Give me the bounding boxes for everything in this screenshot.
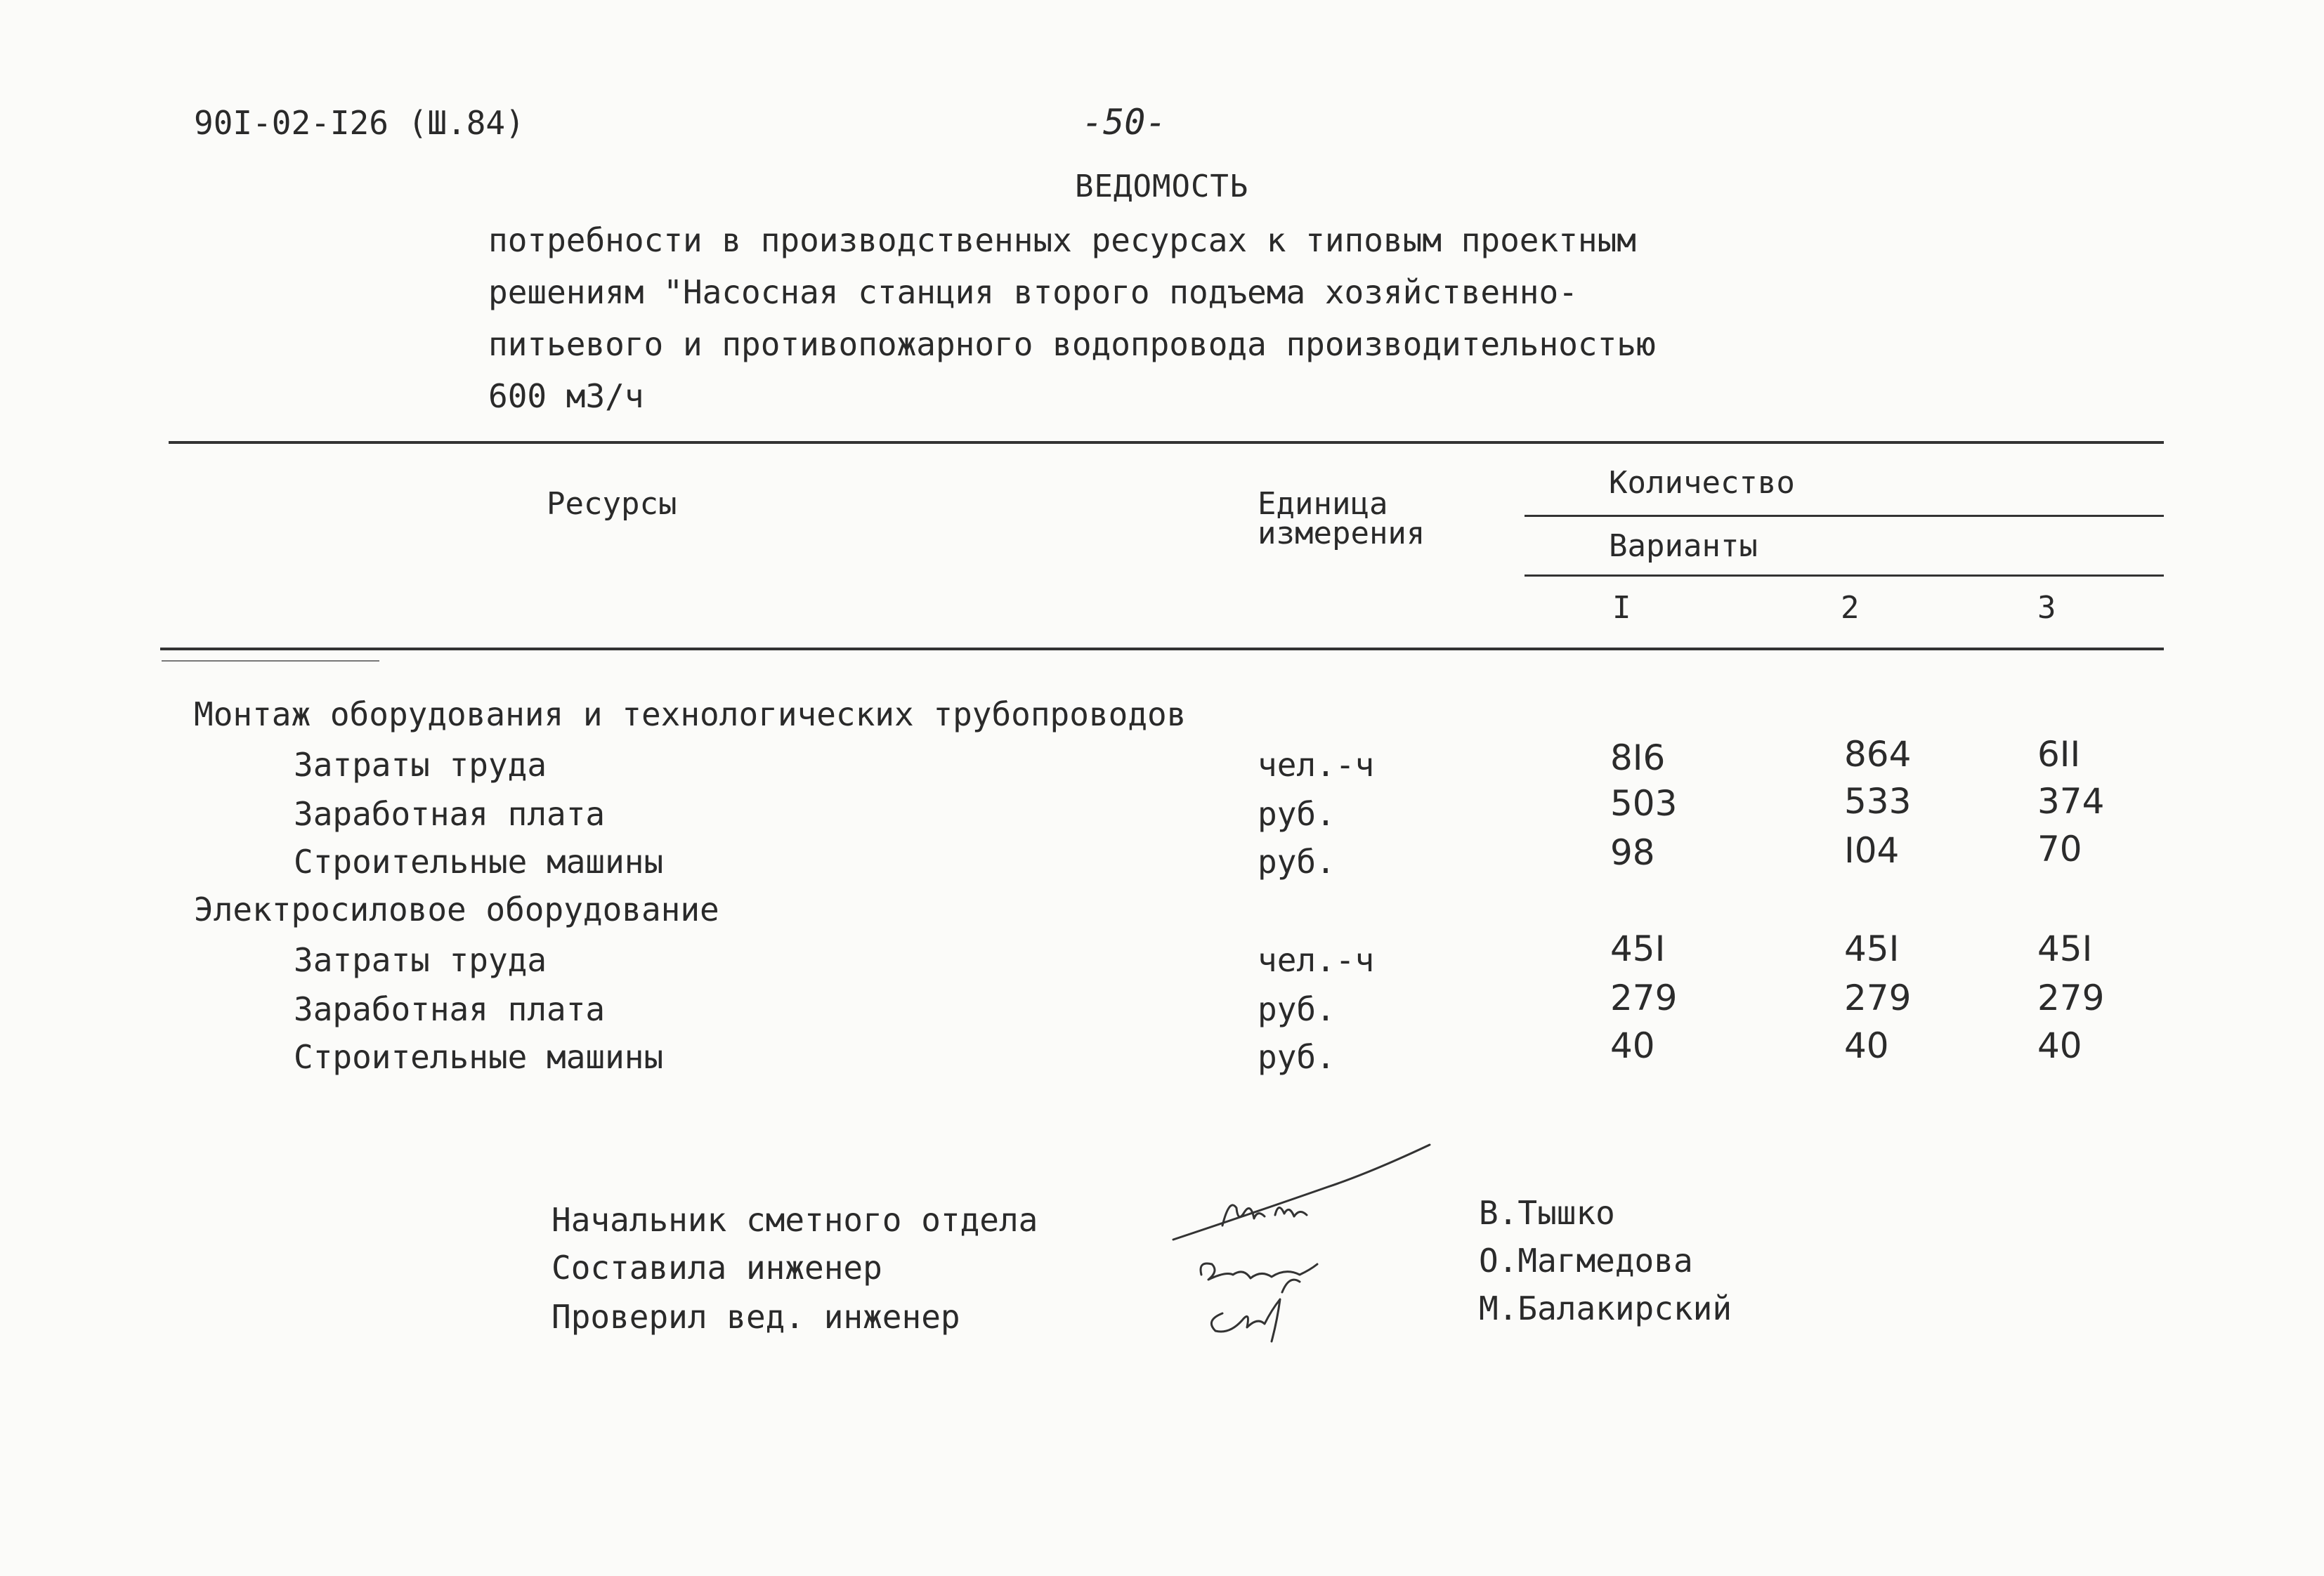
signature-name: О.Магмедова — [1479, 1242, 1693, 1280]
subtitle-line: 600 м3/ч — [488, 377, 644, 415]
row-value-v3: 279 — [2037, 978, 2105, 1018]
header-variant-3: 3 — [2037, 590, 2056, 626]
document-subtitle — [488, 214, 1656, 422]
row-name: Заработная плата — [294, 795, 606, 833]
row-value-v2: 279 — [1844, 978, 1912, 1018]
page-number: -50- — [1082, 102, 1167, 143]
table-header-bottom-rule — [160, 648, 2164, 650]
row-value-v3: 45I — [2037, 928, 2093, 969]
header-variant-1: I — [1612, 590, 1631, 626]
signature-role: Составила инженер — [551, 1249, 882, 1287]
row-value-v2: 864 — [1844, 734, 1912, 775]
subtitle-line: питьевого и противопожарного водопровода производительностью — [488, 325, 1656, 363]
section-title: Электросиловое оборудование — [194, 891, 719, 928]
row-value-v3: 6II — [2037, 734, 2081, 775]
subtitle-line: потребности в производственных ресурсах к типовым проектным — [488, 221, 1636, 259]
row-value-v1: 503 — [1610, 783, 1678, 824]
quantity-rule — [1525, 515, 2164, 517]
row-unit: руб. — [1258, 795, 1336, 833]
row-unit: руб. — [1258, 990, 1336, 1028]
row-name: Затраты труда — [294, 941, 547, 979]
row-name: Заработная плата — [294, 990, 606, 1028]
row-value-v1: 40 — [1610, 1025, 1655, 1066]
short-dashed-rule — [162, 660, 379, 662]
row-value-v1: 279 — [1610, 978, 1678, 1018]
row-value-v3: 40 — [2037, 1025, 2082, 1066]
variants-rule — [1525, 574, 2164, 577]
subtitle-line: решениям "Насосная станция второго подъема хозяйственно- — [488, 273, 1578, 311]
row-value-v1: 98 — [1610, 832, 1655, 873]
section-title: Монтаж оборудования и технологических трубопроводов — [194, 695, 1187, 733]
table-top-rule — [169, 441, 2164, 444]
row-value-v2: 45I — [1844, 928, 1900, 969]
header-quantity: Количество — [1609, 465, 1795, 501]
header-variant-2: 2 — [1841, 590, 1860, 626]
header-resources: Ресурсы — [547, 486, 677, 522]
row-value-v3: 374 — [2037, 781, 2105, 822]
row-value-v3: 70 — [2037, 829, 2082, 869]
row-unit: чел.-ч — [1258, 746, 1375, 784]
document-title: ВЕДОМОСТЬ — [1075, 169, 1249, 204]
row-value-v2: 40 — [1844, 1025, 1889, 1066]
row-unit: чел.-ч — [1258, 941, 1375, 979]
signature-role: Проверил вед. инженер — [551, 1298, 960, 1336]
header-unit-line1: Единица — [1258, 486, 1388, 522]
row-unit: руб. — [1258, 1038, 1336, 1076]
row-unit: руб. — [1258, 843, 1336, 881]
row-name: Строительные машины — [294, 1038, 664, 1076]
row-name: Строительные машины — [294, 843, 664, 881]
signature-name: М.Балакирский — [1479, 1289, 1732, 1327]
signature-role: Начальник сметного отдела — [551, 1201, 1038, 1239]
row-value-v2: 533 — [1844, 781, 1912, 822]
row-name: Затраты труда — [294, 746, 547, 784]
row-value-v2: I04 — [1844, 830, 1900, 871]
document-code: 90I-02-I26 (Ш.84) — [194, 104, 525, 142]
header-unit-line2: измерения — [1258, 516, 1425, 551]
row-value-v1: 8I6 — [1610, 737, 1666, 778]
row-value-v1: 45I — [1610, 928, 1666, 969]
handwritten-signatures-image — [1159, 1131, 1440, 1355]
signature-name: В.Тышко — [1479, 1194, 1615, 1232]
header-variants: Варианты — [1609, 528, 1758, 564]
